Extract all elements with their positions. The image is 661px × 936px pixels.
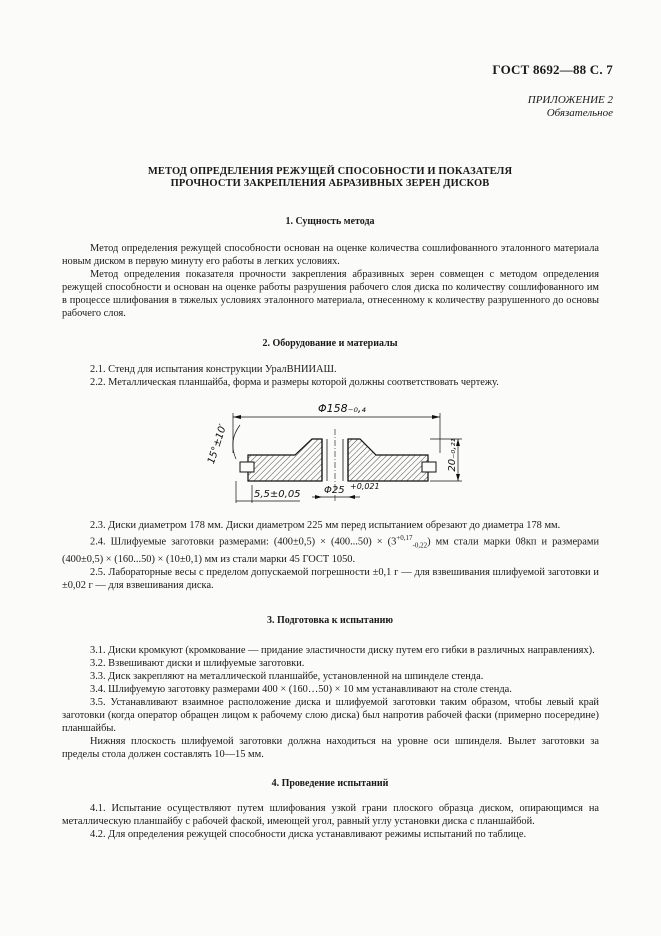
section-2-heading: 2. Оборудование и материалы xyxy=(262,338,398,349)
paragraph: 4.1. Испытание осуществляют путем шлифования узкой грани плоского образца диском, опирающимся на металлическую планшайбу с рабочей фаской, имеющей угол, равный углу установки диска с планшайбой. xyxy=(62,803,599,827)
section-2-body-top xyxy=(62,363,599,389)
section-3-heading: 3. Подготовка к испытанию xyxy=(267,615,393,626)
dim-angle-label: 15°±10′ xyxy=(206,422,230,466)
dim-bore-tolerance: +0,021 xyxy=(350,482,380,491)
document-title xyxy=(60,166,600,190)
paragraph: 3.1. Диски кромкуют (кромкование — придание эластичности диску путем его гибки в различных направлениях). xyxy=(90,645,595,656)
faceplate-drawing xyxy=(200,393,475,513)
paragraph: 2.2. Металлическая планшайба, форма и размеры которой должны соответствовать чертежу. xyxy=(90,377,499,388)
dim-outer-label: Φ158₋₀,₄ xyxy=(318,402,366,415)
p24-part-b: ) мм стали марки 08кп и размерами (400±0,5) × (160...50) × (10±0,1) мм из стали марки 45 ГОСТ 1050. xyxy=(62,536,600,565)
title-line-1: МЕТОД ОПРЕДЕЛЕНИЯ РЕЖУЩЕЙ СПОСОБНОСТИ И ПОКАЗАТЕЛЯ xyxy=(147,166,513,177)
paragraph: 3.2. Взвешивают диски и шлифуемые заготовки. xyxy=(90,658,305,669)
paragraph: Метод определения режущей способности основан на оценке количества сошлифованного эталонного материала новым диском в первую минуту его работы в легких условиях. xyxy=(62,243,599,267)
paragraph: 2.3. Диски диаметром 178 мм. Диски диаметром 225 мм перед испытанием обрезают до диаметра 178 мм. xyxy=(90,520,561,531)
section-3-body xyxy=(62,644,599,761)
section-2-body-bottom xyxy=(62,519,599,592)
paragraph: 2.1. Стенд для испытания конструкции УралВНИИАШ. xyxy=(90,364,337,375)
appendix-label: ПРИЛОЖЕНИЕ 2 xyxy=(527,94,613,106)
appendix-status: Обязательное xyxy=(546,107,613,119)
paragraph: 3.4. Шлифуемую заготовку размерами 400 × (160…50) × 10 мм устанавливают на столе стенда. xyxy=(90,684,512,695)
paragraph xyxy=(62,532,599,566)
p24-tol-upper: +0,17 xyxy=(396,534,413,542)
paragraph: Метод определения показателя прочности закрепления абразивных зерен совмещен с методом определения режущей способности и основан на оценке работы разрушения рабочего слоя диска по количеству сошлифованного им в процессе шлифования в тяжелых условиях эталонного материала, отнесенному к количеству разрушенного до основы рабочего слоя. xyxy=(62,269,599,319)
title-line-2: ПРОЧНОСТИ ЗАКРЕПЛЕНИЯ АБРАЗИВНЫХ ЗЕРЕН ДИСКОВ xyxy=(170,178,490,189)
paragraph: 3.5. Устанавливают взаимное расположение диска и шлифуемой заготовки таким образом, чтобы левый край заготовки (когда оператор обращен лицом к рабочему слою диска) был напротив рабочей фаски (примерно посередине) планшайбы. xyxy=(62,697,599,734)
paragraph: Нижняя плоскость шлифуемой заготовки должна находиться на уровне оси шпинделя. Вылет заготовки за пределы стола должен составлять 10—15 мм. xyxy=(62,736,599,760)
section-4-heading: 4. Проведение испытаний xyxy=(271,778,389,789)
section-4-body xyxy=(62,802,599,841)
appendix-block xyxy=(528,94,613,120)
document-reference: ГОСТ 8692—88 С. 7 xyxy=(492,62,613,77)
p24-tol-lower: -0,22 xyxy=(412,541,428,550)
dim-height-label: 20₋₀,₂₁ xyxy=(447,438,458,472)
dim-chamfer-label: 5,5±0,05 xyxy=(254,489,301,500)
dim-bore-label: Φ25 xyxy=(324,485,345,496)
p24-part-a: 2.4. Шлифуемые заготовки размерами: (400±0,5) × (400...50) × (3 xyxy=(90,536,397,548)
paragraph: 2.5. Лабораторные весы с пределом допускаемой погрешности ±0,1 г — для взвешивания шлифуемой заготовки и ±0,02 г — для взвешивания диска. xyxy=(62,566,599,591)
section-1-body xyxy=(62,242,599,320)
paragraph: 4.2. Для определения режущей способности диска устанавливают режимы испытаний по таблице. xyxy=(90,829,527,840)
section-1-heading: 1. Сущность метода xyxy=(285,216,375,227)
paragraph: 3.3. Диск закрепляют на металлической планшайбе, установленной на шпинделе стенда. xyxy=(90,671,484,682)
